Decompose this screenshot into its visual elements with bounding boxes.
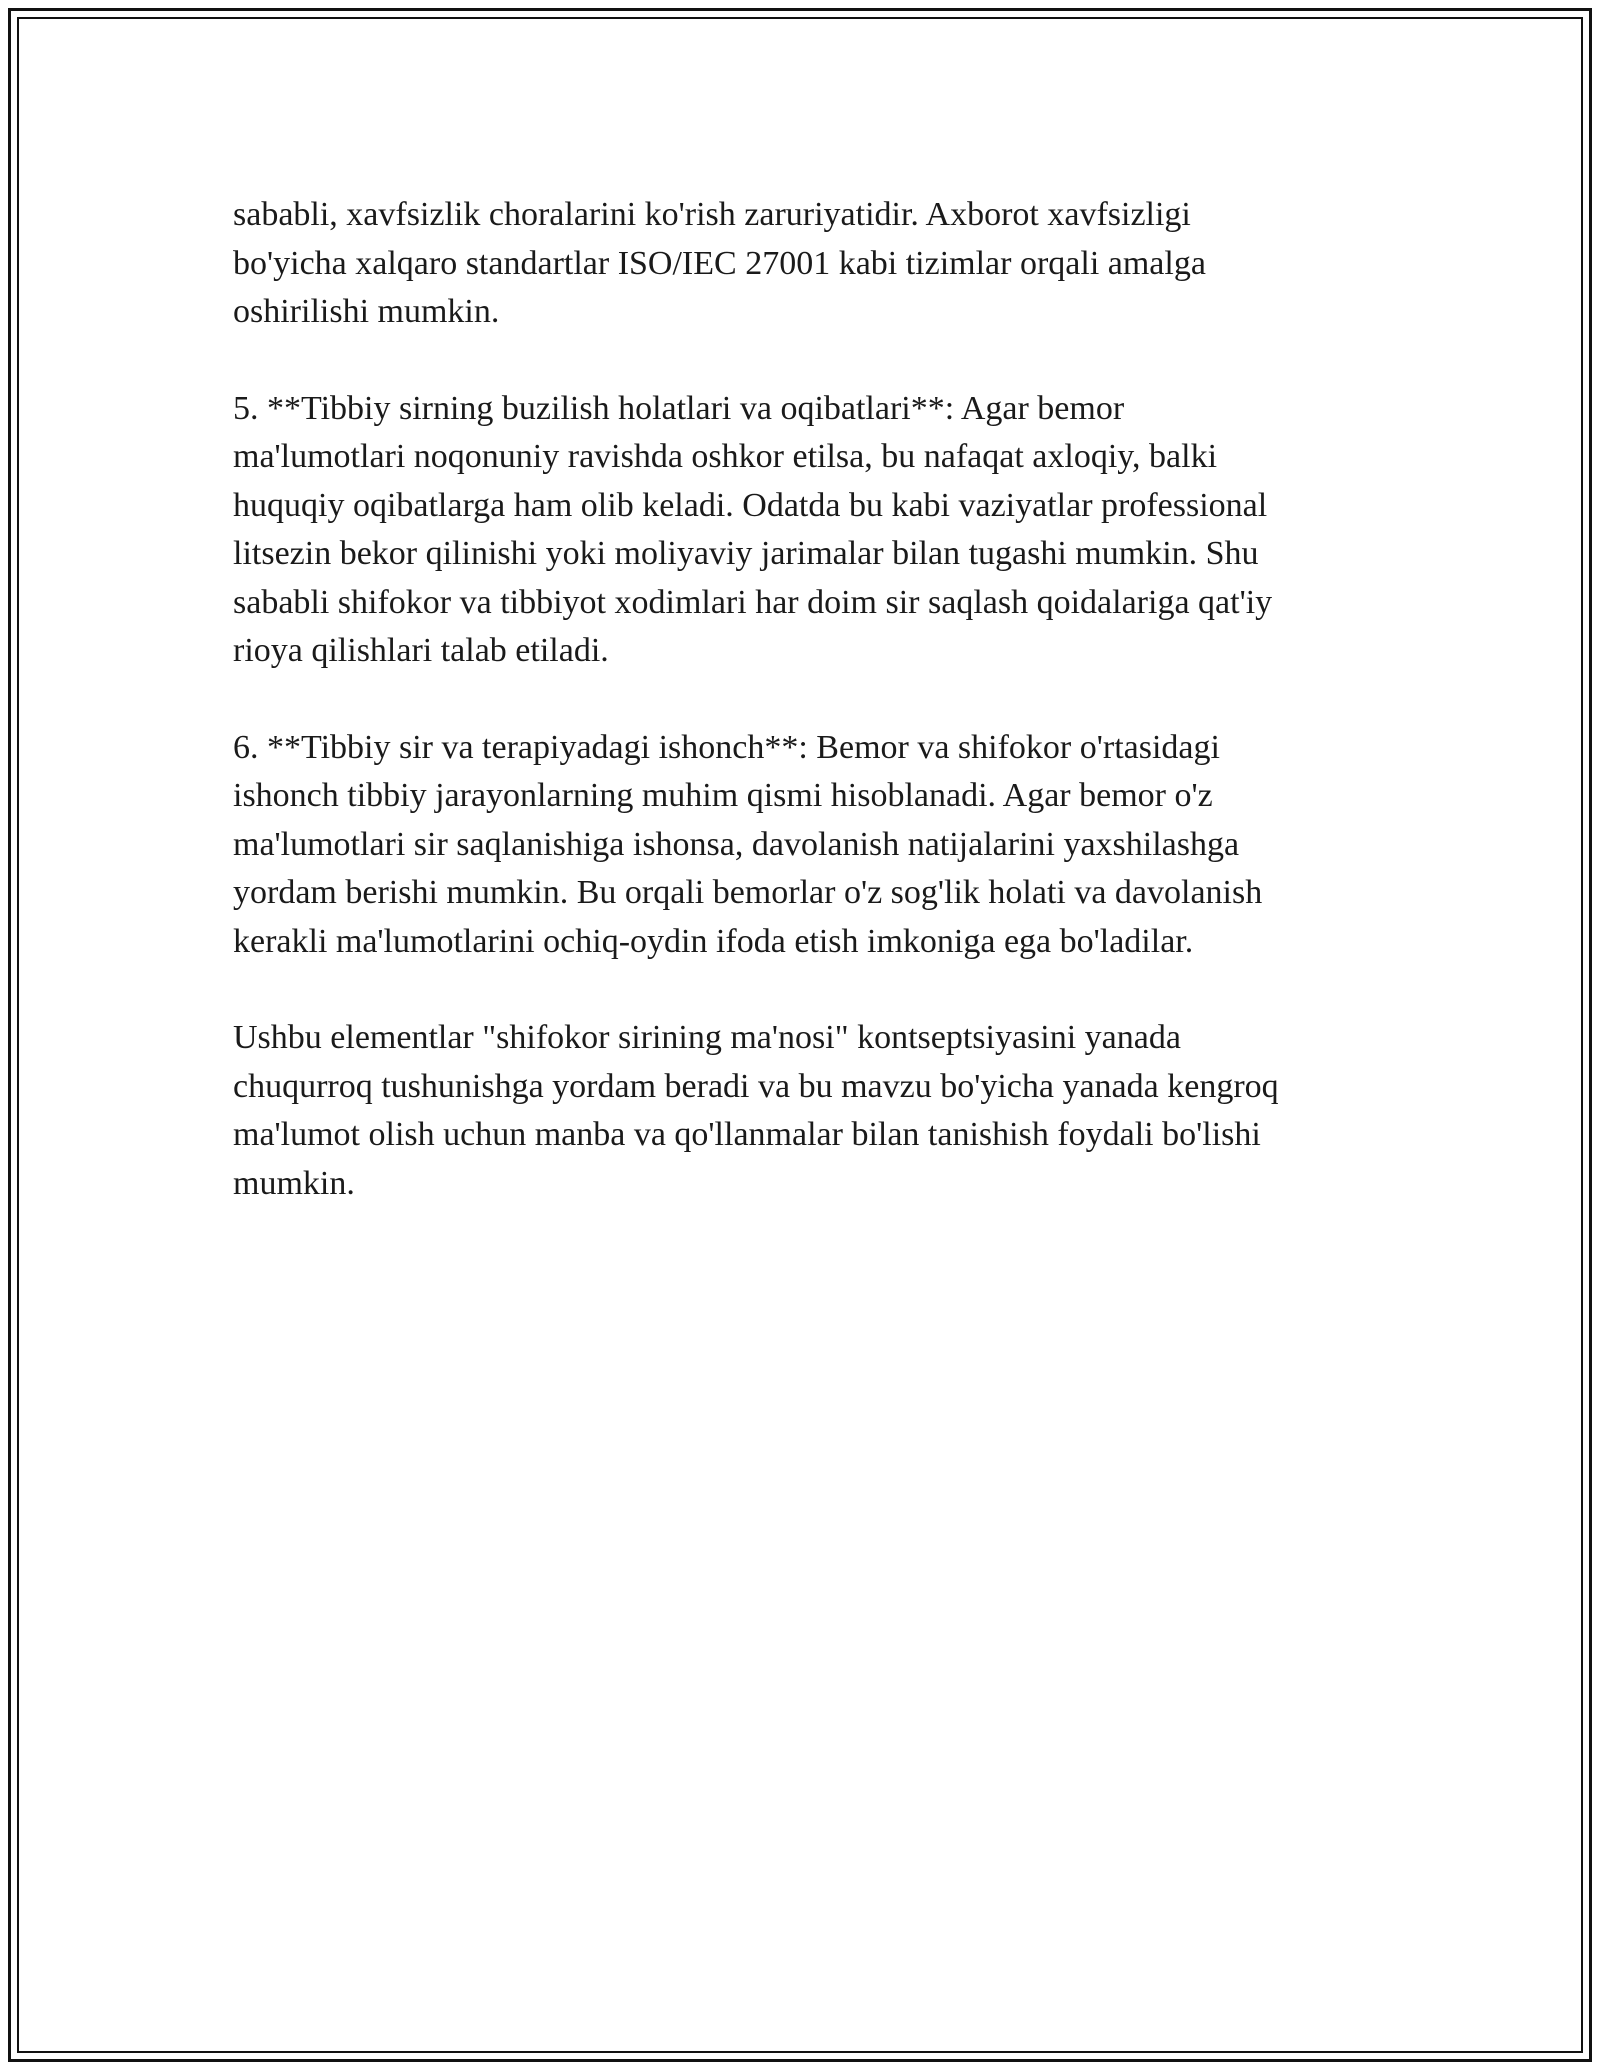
- text-line: Ushbu elementlar "shifokor sirining ma'nosi" kontseptsiyasini yanada: [233, 1019, 1181, 1056]
- text-line: huquqiy oqibatlarga ham olib keladi. Odatda bu kabi vaziyatlar professional: [233, 486, 1268, 524]
- document-page: [8, 8, 1592, 2062]
- text-line: litsezin bekor qilinishi yoki moliyaviy jarimalar bilan tugashi mumkin. Shu: [233, 535, 1259, 572]
- text-line: ma'lumotlari sir saqlanishiga ishonsa, davolanish natijalarini yaxshilashga: [233, 825, 1240, 863]
- text-line: sababli, xavfsizlik choralarini ko'rish zaruriyatidir. Axborot xavfsizligi: [233, 196, 1191, 233]
- text-line: chuqurroq tushunishga yordam beradi va bu mavzu bo'yicha yanada kengroq: [233, 1067, 1279, 1105]
- paragraph-security-standards: [233, 191, 1383, 337]
- text-line: ma'lumot olish uchun manba va qo'llanmalar bilan tanishish foydali bo'lishi: [233, 1116, 1261, 1153]
- paragraph-conclusion: [233, 1014, 1383, 1208]
- text-line: rioya qilishlari talab etiladi.: [233, 632, 609, 669]
- text-line: 6. **Tibbiy sir va terapiyadagi ishonch**: Bemor va shifokor o'rtasidagi: [233, 728, 1220, 766]
- text-line: oshirilishi mumkin.: [233, 293, 500, 330]
- text-line: yordam berishi mumkin. Bu orqali bemorlar o'z sog'lik holati va davolanish: [233, 874, 1263, 911]
- text-line: bo'yicha xalqaro standartlar ISO/IEC 27001 kabi tizimlar orqali amalga: [233, 244, 1206, 282]
- text-line: 5. **Tibbiy sirning buzilish holatlari va oqibatlari**: Agar bemor: [233, 389, 1125, 427]
- text-line: ishonch tibbiy jarayonlarning muhim qismi hisoblanadi. Agar bemor o'z: [233, 777, 1213, 814]
- text-line: sababli shifokor va tibbiyot xodimlari har doim sir saqlash qoidalariga qat'iy: [233, 583, 1273, 621]
- text-line: ma'lumotlari noqonuniy ravishda oshkor etilsa, bu nafaqat axloqiy, balki: [233, 438, 1218, 475]
- paragraph-item-5: [233, 385, 1383, 676]
- paragraph-item-6: [233, 724, 1383, 967]
- text-line: kerakli ma'lumotlarini ochiq-oydin ifoda etish imkoniga ega bo'ladilar.: [233, 922, 1194, 960]
- text-line: mumkin.: [233, 1164, 355, 1202]
- document-body: [233, 191, 1383, 1256]
